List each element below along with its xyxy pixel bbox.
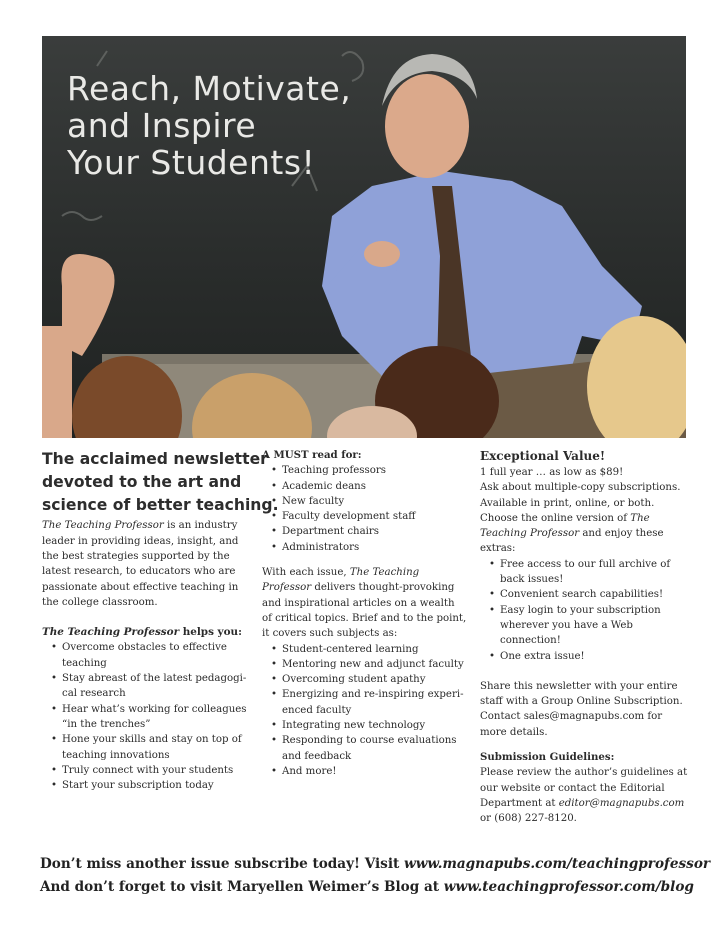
text-line: passionate about effective teaching in [42, 581, 239, 593]
extras-list [480, 557, 690, 664]
topics-list [262, 642, 472, 780]
list-item: • Start your subscription today [42, 778, 254, 793]
must-read-heading: A MUST read for: [262, 449, 362, 461]
issue-paragraph: With each issue, The Teaching Professor delivers thought-provoking and inspirational articles on a wealth of critical topics. Brief and to the point, it covers such subjects as: [262, 565, 472, 641]
intro-headline-line: The acclaimed newsletter [42, 450, 268, 468]
text-line: the college classroom. [42, 596, 158, 608]
publication-title: The Teaching Professor [42, 520, 164, 532]
footer-subscribe-line: Don’t miss another issue subscribe today! Visit www.magnapubs.com/teachingprofessor [40, 856, 711, 872]
editor-email-link[interactable]: editor@magnapubs.com [558, 797, 685, 809]
text-line: our website or contact the Editorial [480, 782, 665, 794]
list-item: • Stay abreast of the latest pedagogi- cal research [42, 671, 254, 702]
intro-headline [42, 448, 279, 516]
text-line: is an industry [163, 520, 238, 532]
text-line: leader in providing ideas, insight, and [42, 535, 239, 547]
must-read-list [262, 463, 472, 555]
hero-headline-line-1: Reach, Motivate, [67, 69, 352, 108]
list-item: • Energizing and re-inspiring experi- enced faculty [262, 687, 472, 718]
footer-blog-line: And don’t forget to visit Maryellen Weimer’s Blog at www.teachingprofessor.com/blog [40, 879, 694, 895]
list-item: • New faculty [262, 494, 472, 509]
text-line: Ask about multiple-copy subscriptions. [480, 482, 681, 494]
intro-headline-line: science of better teaching. [42, 495, 279, 514]
helps-list [42, 640, 254, 793]
text-line: and inspirational articles on a wealth [262, 597, 455, 609]
list-item: • Integrating new technology [262, 718, 472, 733]
helps-heading [42, 625, 254, 640]
intro-headline-line: devoted to the art and [42, 472, 242, 491]
hero-headline [67, 70, 351, 181]
list-item: • Easy login to your subscription wherever you have a Web connection! [480, 603, 690, 649]
hero-photo [42, 36, 686, 438]
text-line: Contact sales@magnapubs.com for [480, 711, 663, 723]
text-line: 1 full year … as low as $89! [480, 467, 624, 478]
list-item: • And more! [262, 764, 472, 779]
column-audience [262, 448, 472, 779]
guidelines-heading: Submission Guidelines: [480, 751, 615, 764]
list-item: • Faculty development staff [262, 509, 472, 524]
text-line: of critical topics. Brief and to the point, [262, 612, 467, 624]
list-item: • Overcoming student apathy [262, 672, 472, 687]
text-line: or (608) 227-8120. [480, 813, 577, 825]
list-item: • Academic deans [262, 479, 472, 494]
list-item: • Truly connect with your students [42, 763, 254, 778]
text-line: Share this newsletter with your entire [480, 680, 678, 692]
value-paragraph: 1 full year … as low as $89! Ask about multiple-copy subscriptions. Available in print, online, or both. Choose the online version of The Teaching Professor and enjoy these extras: [480, 465, 690, 557]
column-intro [42, 448, 279, 793]
publication-title: Professor [262, 582, 312, 594]
text-line: the best strategies supported by the [42, 550, 230, 562]
list-item: • Overcome obstacles to effective teaching [42, 640, 254, 671]
list-item: • Department chairs [262, 524, 472, 539]
publication-title: The [630, 512, 650, 524]
list-item: • Student-centered learning [262, 642, 472, 657]
list-item: • Mentoring new and adjunct faculty [262, 657, 472, 672]
text-line: more details. [480, 726, 548, 738]
helps-heading-suffix: helps you: [179, 626, 242, 639]
text-line: Please review the author’s guidelines at [480, 767, 688, 779]
list-item: • Administrators [262, 540, 472, 555]
intro-paragraph [42, 518, 254, 610]
list-item: • Free access to our full archive of back issues! [480, 557, 690, 588]
subscribe-url-link[interactable]: www.magnapubs.com/teachingprofessor [404, 856, 711, 872]
blog-url-link[interactable]: www.teachingprofessor.com/blog [443, 879, 694, 895]
hero-headline-line-2: and Inspire [67, 106, 257, 145]
hero-headline-line-3: Your Students! [67, 143, 316, 182]
text-line: Available in print, online, or both. [480, 497, 655, 509]
publication-title: The Teaching [349, 567, 420, 579]
text-line: it covers such subjects as: [262, 628, 398, 640]
text-line: extras: [480, 543, 516, 555]
text-line: latest research, to educators who are [42, 566, 236, 578]
publication-title: Teaching Professor [480, 528, 580, 540]
value-heading: Exceptional Value! [480, 449, 606, 463]
list-item: • Teaching professors [262, 463, 472, 478]
list-item: • Hone your skills and stay on top of teaching innovations [42, 732, 254, 763]
list-item: • Convenient search capabilities! [480, 587, 690, 602]
list-item: • Hear what’s working for colleagues “in the trenches” [42, 702, 254, 733]
list-item: • Responding to course evaluations and feedback [262, 733, 472, 764]
guidelines-paragraph: Please review the author’s guidelines at our website or contact the Editorial Department at editor@magnapubs.com or (608) 227-8120. [480, 765, 690, 826]
publication-title: The Teaching Professor [42, 626, 180, 639]
text-line: staff with a Group Online Subscription. [480, 696, 683, 708]
share-paragraph [480, 679, 690, 740]
column-value [480, 448, 690, 827]
list-item: • One extra issue! [480, 649, 690, 664]
